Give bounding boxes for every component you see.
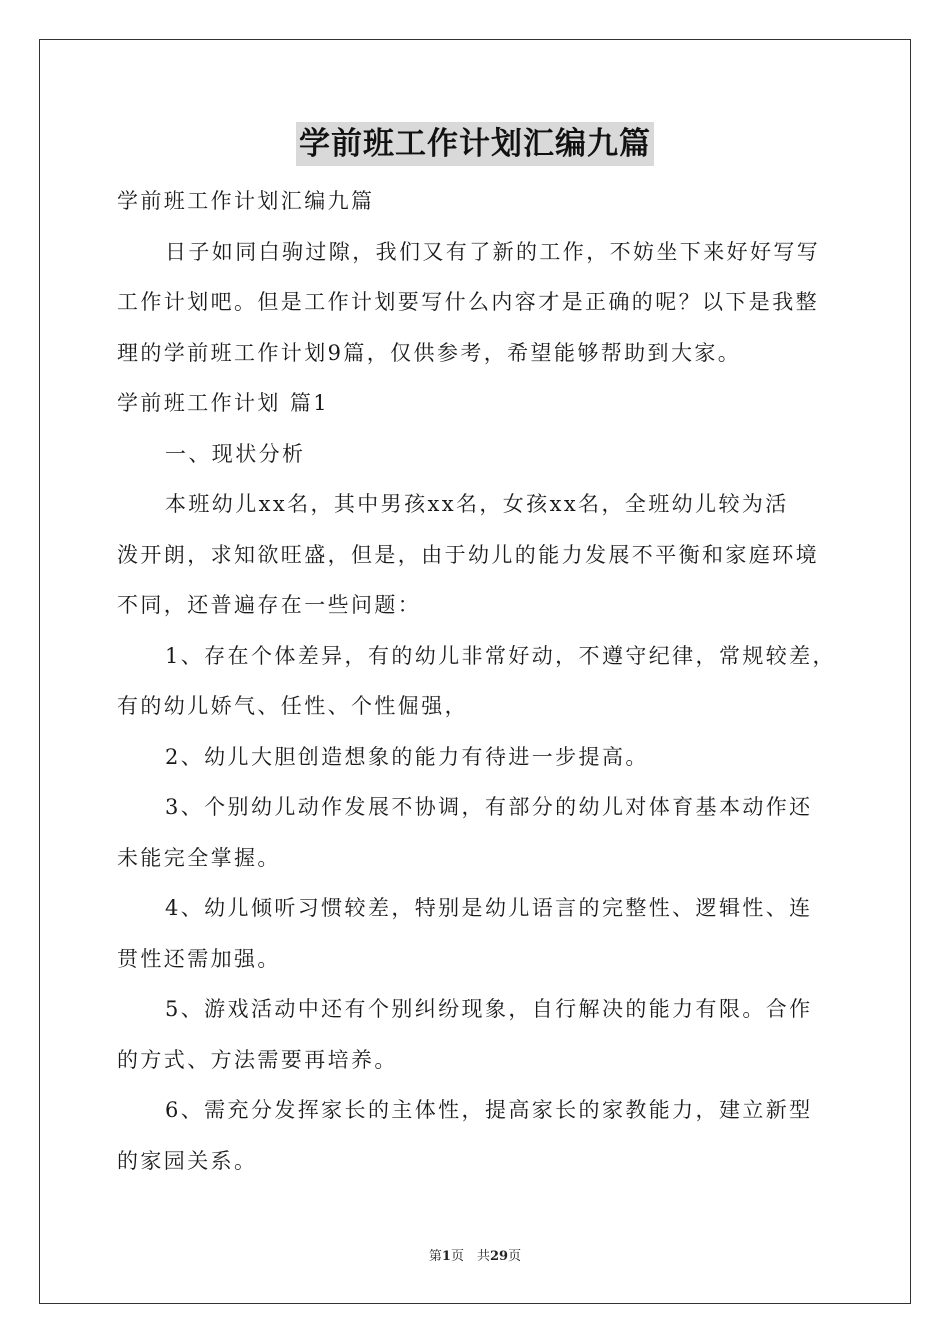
text-line: 日子如同白驹过隙，我们又有了新的工作，不妨坐下来好好写写	[165, 239, 821, 264]
footer-page-current: 1	[441, 1249, 451, 1264]
footer-page-suffix: 页	[508, 1249, 522, 1264]
text-line: 贯性还需加强。	[117, 946, 281, 971]
text-line: 未能完全掌握。	[117, 845, 281, 870]
document-title: 学前班工作计划汇编九篇	[296, 122, 654, 166]
text-line: 不同，还普遍存在一些问题：	[117, 593, 422, 617]
text-line: 1、存在个体差异，有的幼儿非常好动，不遵守纪律，常规较差，	[165, 643, 836, 668]
text-line: 2、幼儿大胆创造想象的能力有待进一步提高。	[165, 744, 649, 769]
text-line: 学前班工作计划汇编九篇	[117, 189, 375, 213]
footer-page-prefix: 第	[428, 1249, 442, 1264]
text-line: 有的幼儿娇气、任性、个性倔强，	[117, 694, 468, 718]
text-line: 学前班工作计划 篇1	[117, 391, 330, 415]
text-line: 的家园关系。	[117, 1148, 258, 1173]
text-line: 5、游戏活动中还有个别纠纷现象，自行解决的能力有限。合作	[165, 997, 813, 1021]
page-footer	[0, 1245, 950, 1264]
footer-page-mid: 页 共	[450, 1249, 490, 1264]
text-line: 4、幼儿倾听习惯较差，特别是幼儿语言的完整性、逻辑性、连	[165, 896, 813, 920]
text-line: 理的学前班工作计划9篇，仅供参考，希望能够帮助到大家。	[117, 340, 742, 365]
text-line: 工作计划吧。但是工作计划要写什么内容才是正确的呢？以下是我整	[117, 290, 819, 314]
text-line: 6、需充分发挥家长的主体性，提高家长的家教能力，建立新型	[165, 1098, 813, 1122]
text-line: 泼开朗，求知欲旺盛，但是，由于幼儿的能力发展不平衡和家庭环境	[117, 542, 819, 567]
text-line: 3、个别幼儿动作发展不协调，有部分的幼儿对体育基本动作还	[165, 795, 813, 819]
document-body	[117, 176, 837, 1186]
title-container	[0, 122, 950, 166]
text-line: 的方式、方法需要再培养。	[117, 1047, 398, 1072]
footer-page-total: 29	[489, 1249, 509, 1264]
text-line: 一、现状分析	[165, 441, 306, 466]
text-line: 本班幼儿xx名，其中男孩xx名，女孩xx名，全班幼儿较为活	[165, 492, 789, 516]
